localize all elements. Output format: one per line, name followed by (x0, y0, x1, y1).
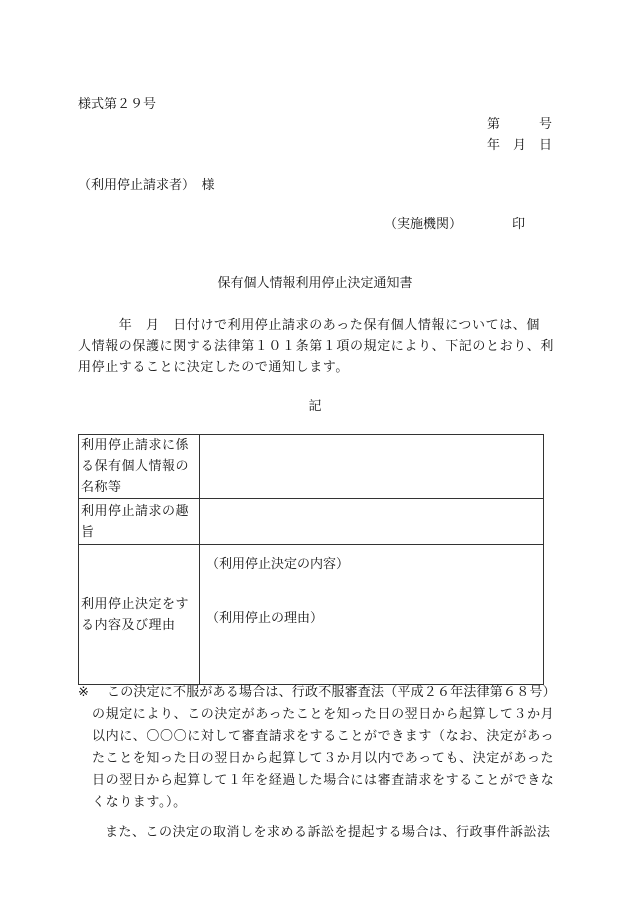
form-number: 様式第２９号 (78, 97, 157, 112)
intro-line: 人情報の保護に関する法律第１０１条第１項の規定により、下記のとおり、利 (78, 339, 555, 354)
label-line: 名称等 (81, 480, 122, 495)
issuer: （実施機関） (384, 217, 463, 232)
label-line: 利用停止決定をす (81, 596, 190, 612)
intro-line: 用停止することに決定したので通知します。 (78, 360, 349, 375)
note-line: たことを知った日の翌日から起算して３か月以内であっても、決定があった (92, 751, 555, 766)
note-line: くなります。）。 (92, 795, 187, 810)
intro-line: 年 月 日付けで利用停止請求のあった保有個人情報については、個 (78, 318, 541, 333)
details-table (78, 434, 544, 685)
note-line: 日の翌日から起算して１年を経過した場合には審査請求をすることができな (92, 773, 555, 788)
decision-content-heading: （利用停止決定の内容） (206, 557, 350, 572)
value-request-purpose[interactable] (200, 499, 544, 545)
label-decision-and-reason (79, 545, 200, 685)
value-decision-and-reason[interactable] (200, 545, 544, 685)
seal-mark: 印 (512, 217, 526, 232)
recipient: （利用停止請求者） 様 (78, 178, 215, 193)
note-line: 以内に、〇〇〇に対して審査請求をすることができます（なお、決定があっ (92, 729, 555, 744)
label-personal-info-name (79, 435, 200, 499)
decision-reason-heading: （利用停止の理由） (206, 611, 324, 626)
value-personal-info-name[interactable] (200, 435, 544, 499)
table-row (79, 545, 544, 685)
document-title: 保有個人情報利用停止決定通知書 (217, 276, 413, 291)
document-date: 年 月 日 (486, 138, 552, 153)
table-row (79, 435, 544, 499)
note-mark: ※ (78, 685, 89, 700)
ki-heading: 記 (308, 399, 322, 414)
label-request-purpose (79, 499, 200, 545)
note-line: この決定に不服がある場合は、行政不服審査法（平成２６年法律第６８号） (107, 685, 556, 700)
note-second-paragraph: また、この決定の取消しを求める訴訟を提起する場合は、行政事件訴訟法 (105, 825, 551, 840)
label-line: る内容及び理由 (81, 617, 176, 633)
label-line: る保有個人情報の (81, 459, 190, 474)
label-line: 利用停止請求の趣 (81, 503, 190, 519)
note-line: の規定により、この決定があったことを知った日の翌日から起算して３か月 (92, 707, 555, 722)
document-number: 第 号 (486, 117, 552, 132)
label-line: 旨 (81, 524, 95, 540)
table-row (79, 499, 544, 545)
label-line: 利用停止請求に係 (81, 438, 190, 453)
